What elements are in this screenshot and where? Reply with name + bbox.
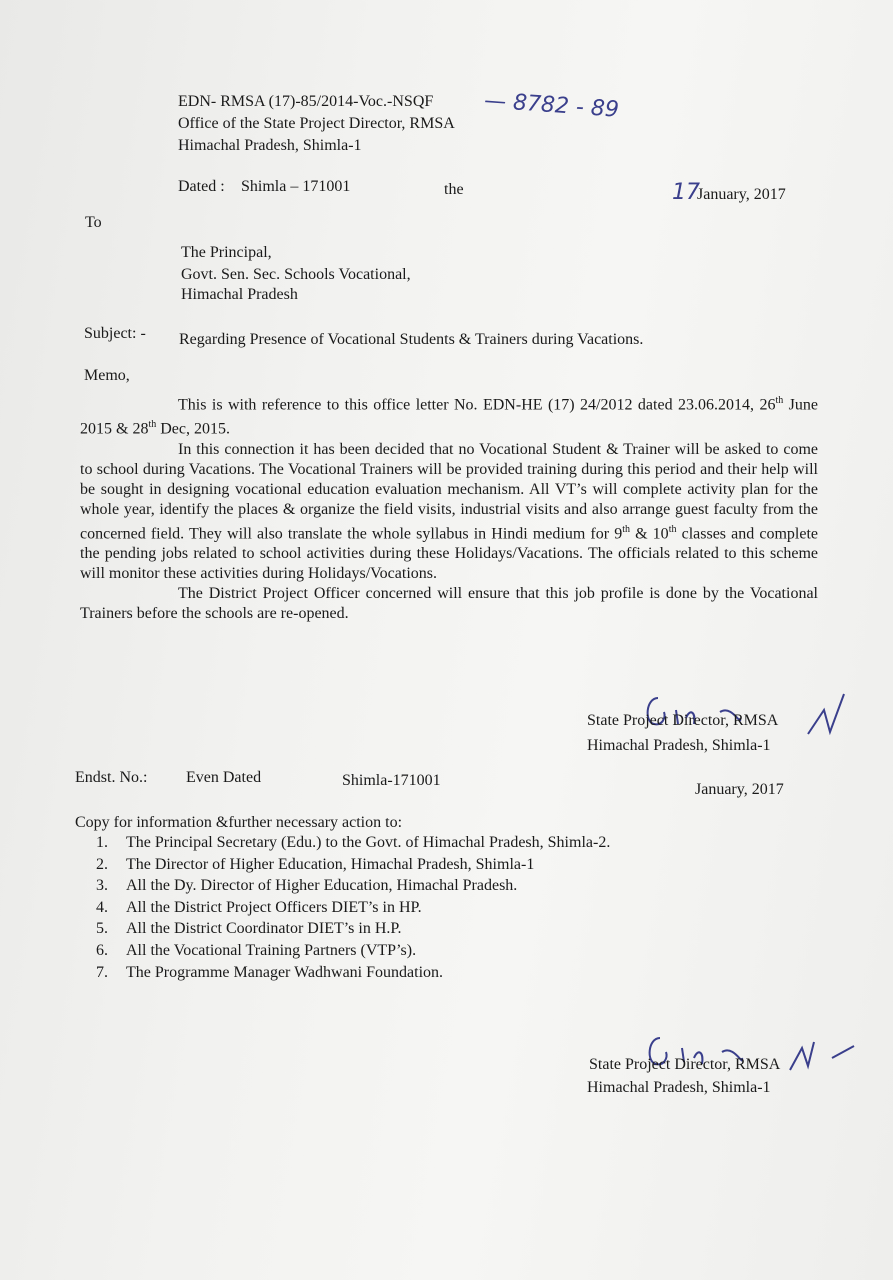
copy-intro: Copy for information &further necessary action to: [75,814,403,831]
office-location: Himachal Pradesh, Shimla-1 [178,137,362,154]
office-name: Office of the State Project Director, RMSA [178,115,455,132]
memo-body [80,391,818,624]
paragraph-3: The District Project Officer concerned will ensure that this job profile is done by the Vocational Trainers before the schools are re-opened. [80,584,818,622]
address-line-3: Himachal Pradesh [181,286,298,303]
reference-number: EDN- RMSA (17)-85/2014-Voc.-NSQF [178,93,434,110]
dated-the: the [444,181,464,198]
list-item: 3. All the Dy. Director of Higher Education, Himachal Pradesh. [96,877,518,895]
address-line-1: The Principal, [181,244,272,261]
endst-place: Shimla-171001 [342,772,441,789]
signatory-2-place: Himachal Pradesh, Shimla-1 [587,1079,771,1096]
paragraph-2: In this connection it has been decided that no Vocational Student & Trainer will be asked to come to school during Vacations. The Vocational Trainers will be provided training during this period and their help will be sought in designing vocational education evaluation mechanism. All VT’s will complete activity plan for the whole year, identify the places & organize the field visits, industrial visits and also arrange guest faculty from the concerned field. They will also translate the whole syllabus in Hindi medium for 9th & 10th classes and complete the pending jobs related to school activities during these Holidays/Vacations. The officials related to this scheme will monitor these activities during Holidays/Vocations. [80,440,819,582]
to-label: To [85,214,102,231]
salutation: Memo, [84,367,130,384]
list-item: 7. The Programme Manager Wadhwani Foundation. [96,963,444,981]
list-item: 4. All the District Project Officers DIET’s in HP. [96,898,422,916]
paragraph-1: This is with reference to this office letter No. EDN-HE (17) 24/2012 dated 23.06.2014, 26th June 2015 & 28th Dec, 2015. [80,395,819,438]
handwritten-dispatch-number: — 8782 - 89 [483,88,620,123]
signatory-2-title: State Project Director, RMSA [589,1056,781,1073]
endst-label: Endst. No.: [75,769,148,786]
list-item: 5. All the District Coordinator DIET’s in H.P. [96,920,402,938]
list-item: 1. The Principal Secretary (Edu.) to the Govt. of Himachal Pradesh, Shimla-2. [96,834,611,851]
signatory-1-title: State Project Director, RMSA [587,712,779,729]
dated-place: Shimla – 171001 [241,178,351,195]
subject-text: Regarding Presence of Vocational Students & Trainers during Vacations. [179,331,644,348]
list-item: 6. All the Vocational Training Partners (VTP’s). [96,941,417,959]
letter-date: January, 2017 [697,186,786,203]
handwritten-day: 17 [672,180,700,205]
endst-date: January, 2017 [695,781,784,798]
dated-label: Dated : [178,178,225,195]
list-item: 2. The Director of Higher Education, Himachal Pradesh, Shimla-1 [96,855,535,873]
address-line-2: Govt. Sen. Sec. Schools Vocational, [181,266,411,283]
endst-even-dated: Even Dated [186,769,262,786]
subject-label: Subject: - [84,325,146,342]
distribution-list [96,832,610,983]
signatory-1-place: Himachal Pradesh, Shimla-1 [587,737,771,754]
